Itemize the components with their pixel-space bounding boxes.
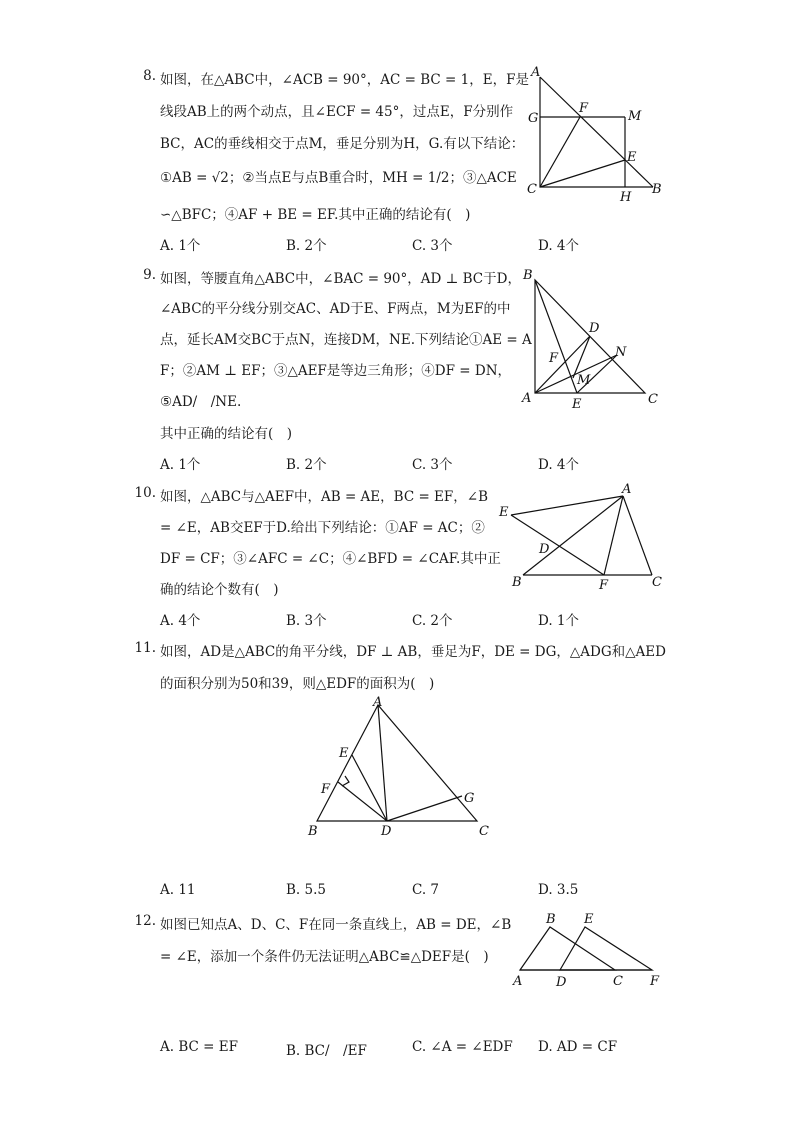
question-text-line: 线段AB上的两个动点，且∠ECF = 45°，过点E，F分别作 [160,104,514,120]
option-a[interactable]: A. 1个 [160,457,201,473]
label-g: G [464,791,475,806]
option-d[interactable]: D. 1个 [538,613,580,629]
figure-q10 [495,480,670,593]
label-e: E [499,505,509,520]
segment-fd [338,782,387,821]
label-f: F [549,351,559,366]
label-d: D [589,321,600,336]
question-text-line: BC，AC的垂线相交于点M，垂足分别为H，G.有以下结论： [160,136,525,152]
question-text-line: 如图，△ABC与△AEF中，AB = AE，BC = EF，∠B [160,489,489,505]
option-c[interactable]: C. 3个 [412,457,453,473]
figure-q11 [305,693,505,843]
option-b[interactable]: B. 2个 [286,238,327,254]
figure-q8 [525,65,665,205]
question-text-line: = ∠E，AB交EF于D.给出下列结论：①AF = AC；② [160,520,485,536]
label-h: H [620,190,632,205]
question-number: 11. [134,640,156,656]
right-angle-mark [342,776,349,786]
label-a: A [531,65,541,80]
label-m: M [628,109,642,124]
question-text-line: ∽△BFC；④AF + BE = EF.其中正确的结论有( ) [160,207,471,223]
option-c[interactable]: C. ∠A = ∠EDF [412,1039,513,1055]
question-text-line: ①AB = √2；②当点E与点B重合时，MH = 1/2；③△ACE [160,170,517,186]
segment-ed [352,755,387,821]
segment-gd [387,796,462,821]
label-a: A [373,695,383,710]
question-number: 10. [134,485,156,501]
option-b[interactable]: B. BC/ /EF [286,1043,367,1059]
segment-ac [623,496,652,575]
label-b: B [523,268,533,283]
option-a[interactable]: A. 11 [160,882,196,898]
segment-an [535,355,617,393]
label-b: B [546,912,556,927]
segment-ad [378,705,387,821]
label-e: E [572,397,582,412]
label-f: F [321,782,331,797]
question-text-line: ⑤AD/ /NE. [160,394,242,410]
label-c: C [652,575,662,590]
question-text-line: F；②AM ⊥ EF；③△AEF是等边三角形；④DF = DN， [160,363,512,379]
option-a[interactable]: A. 1个 [160,238,201,254]
triangle-abc [317,705,477,821]
label-a: A [522,391,532,406]
label-c: C [613,974,623,989]
option-c[interactable]: C. 2个 [412,613,453,629]
question-text-line: 的面积分别为50和39，则△EDF的面积为( ) [160,676,435,692]
label-f: F [599,578,609,593]
label-c: C [527,182,537,197]
label-b: B [652,182,662,197]
question-number: 8. [143,68,156,84]
label-m: M [577,373,591,388]
segment-ae [511,496,623,515]
question-text-line: = ∠E，添加一个条件仍无法证明△ABC≌△DEF是( ) [160,949,489,965]
question-text-line: 其中正确的结论有( ) [160,426,293,442]
option-d[interactable]: D. 4个 [538,238,580,254]
label-a: A [513,974,523,989]
label-n: N [615,345,627,360]
option-c[interactable]: C. 7 [412,882,440,898]
figure-q9 [517,265,667,415]
question-text-line: 确的结论个数有( ) [160,582,279,598]
label-g: G [528,111,539,126]
segment-ab [523,496,623,575]
option-b[interactable]: B. 3个 [286,613,327,629]
label-e: E [584,912,594,927]
option-c[interactable]: C. 3个 [412,238,453,254]
segment-af [604,496,623,575]
question-text-line: ∠ABC的平分线分别交AC、AD于E、F两点，M为EF的中 [160,301,511,317]
figure-q12 [510,910,670,990]
label-d: D [539,542,550,557]
option-d[interactable]: D. AD = CF [538,1039,618,1055]
segment-ab [540,77,653,187]
option-b[interactable]: B. 5.5 [286,882,326,898]
question-text-line: 如图已知点A、D、C、F在同一条直线上，AB = DE，∠B [160,917,512,933]
question-text-line: 点，延长AM交BC于点N，连接DM，NE.下列结论①AE = A [160,332,532,348]
label-f: F [650,974,660,989]
option-a[interactable]: A. BC = EF [160,1039,238,1055]
label-b: B [512,575,522,590]
option-b[interactable]: B. 2个 [286,457,327,473]
label-e: E [627,150,637,165]
label-c: C [648,392,658,407]
option-d[interactable]: D. 3.5 [538,882,579,898]
label-e: E [339,746,349,761]
triangle-abc [520,927,615,970]
option-a[interactable]: A. 4个 [160,613,201,629]
question-text-line: 如图，AD是△ABC的角平分线，DF ⊥ AB，垂足为F，DE = DG，△ADG和△AED [160,644,666,660]
question-number: 9. [143,267,156,283]
label-d: D [556,975,567,990]
question-text-line: DF = CF；③∠AFC = ∠C；④∠BFD = ∠CAF.其中正 [160,551,501,567]
option-d[interactable]: D. 4个 [538,457,580,473]
question-number: 12. [134,913,156,929]
label-a: A [622,482,632,497]
question-text-line: 如图，等腰直角△ABC中，∠BAC = 90°，AD ⊥ BC于D， [160,271,521,287]
label-f: F [579,101,589,116]
label-b: B [308,824,318,839]
label-d: D [381,824,392,839]
label-c: C [479,824,489,839]
question-text-line: 如图，在△ABC中，∠ACB = 90°，AC = BC = 1，E，F是 [160,72,529,88]
segment-ef [511,515,604,575]
